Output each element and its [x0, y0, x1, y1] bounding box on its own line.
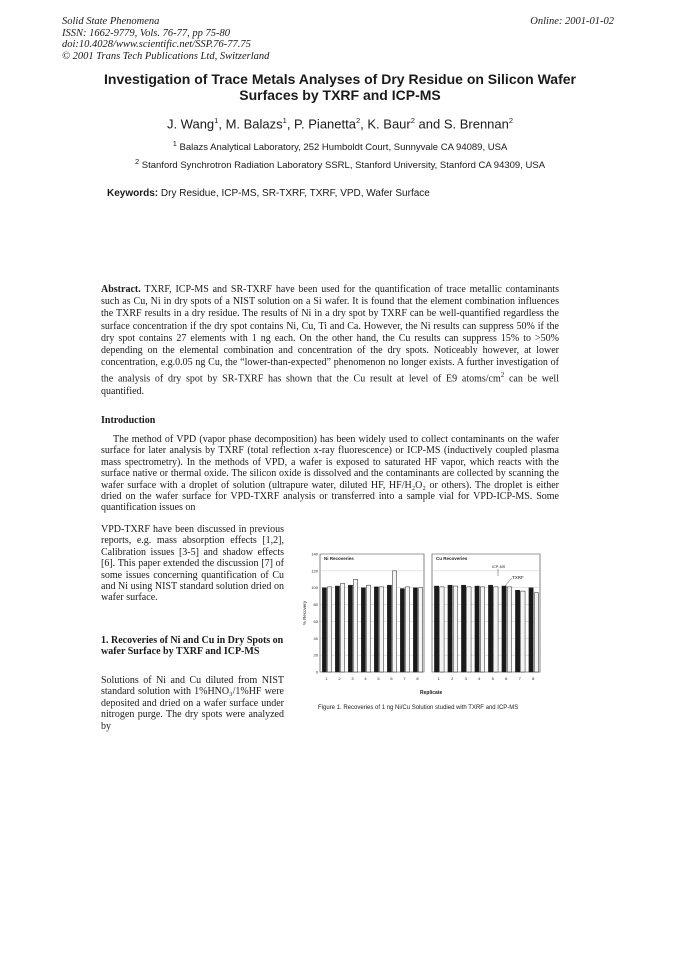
section-heading-1: 1. Recoveries of Ni and Cu in Dry Spots on wafer Surface by TXRF and ICP-MS — [101, 635, 284, 658]
keywords: Keywords: Dry Residue, ICP-MS, SR-TXRF, TXRF, VPD, Wafer Surface — [107, 188, 430, 199]
y-tick-label: 80 — [313, 602, 318, 608]
txrf-bar — [448, 585, 452, 672]
y-tick-label: 100 — [311, 585, 318, 591]
abstract: Abstract. TXRF, ICP-MS and SR-TXRF have been used for the quantification of trace metallic contaminants such as Cu, Ni in dry spots of a NIST solution on a Si wafer. It is found that the element combination influences the TXRF results in a dry residue. The results of Ni in a dry spot by TXRF can be well-quantified regardless the surface concentration if the dry spot contains Ni, Cu, Ti and Ca. However, the Ni results can suppress 50% if the dry spot contains 27 elements with 1 ng each. On the other hand, the Cu results can suppress 15% to >50% depending on the elemental combination and concentration of the dry spots. Noticeably however, at lower concentration, e.g.0.05 ng Cu, the “lower-than-expected” phenomenon no longer exists. A further investigation of the analysis of dry spot by SR-TXRF has shown that the Cu result at level of E9 atoms/$cm^2$ can be well quantified. — [101, 284, 559, 397]
journal-header — [62, 16, 269, 62]
intro-paragraph-continued: VPD-TXRF have been discussed in previous reports, e.g. mass absorption effects [1,2], Calibration issues [3-5] and shadow effects [6]. This paper extended the discussion [7] of some issues concerning quantification of Cu and Ni using NIST standard solution dried on wafer surface. — [101, 524, 284, 604]
recoveries-chart — [298, 544, 556, 694]
x-tick-label: 4 — [478, 676, 481, 681]
x-tick-label: 7 — [403, 676, 406, 681]
online-date: Online: 2001-01-02 — [530, 16, 614, 27]
txrf-bar — [434, 586, 438, 672]
author: S. Brennan — [443, 116, 509, 132]
icpms-bar — [393, 571, 397, 672]
txrf-bar — [361, 588, 365, 672]
icpms-bar — [521, 591, 525, 672]
txrf-bar — [348, 585, 352, 672]
x-tick-label: 2 — [451, 676, 454, 681]
y-tick-label: 40 — [313, 635, 318, 641]
journal-name: Solid State Phenomena — [62, 16, 160, 27]
icpms-bar — [507, 587, 511, 672]
txrf-bar — [374, 587, 378, 672]
icpms-bar — [406, 587, 410, 672]
icpms-bar — [328, 587, 332, 672]
annotation-txrf: TXRF — [512, 575, 524, 580]
affiliation-2: $^2$ Stanford Synchrotron Radiation Laboratory SSRL, Stanford University, Stanford CA 94309, USA — [134, 157, 546, 172]
x-tick-label: 3 — [351, 676, 354, 681]
txrf-bar — [335, 586, 339, 672]
y-axis-label: % Recovery — [302, 600, 307, 626]
author: M. Balazs — [225, 116, 283, 132]
affiliation-1: $^1$ Balazs Analytical Laboratory, 252 Humboldt Court, Sunnyvale CA 94089, USA — [172, 139, 508, 154]
txrf-bar — [461, 585, 465, 672]
icpms-bar — [380, 587, 384, 672]
y-tick-label: 120 — [311, 568, 318, 574]
x-tick-label: 3 — [464, 676, 467, 681]
txrf-bar — [322, 588, 326, 672]
author: K. Baur — [367, 116, 411, 132]
icpms-bar — [354, 579, 358, 672]
icpms-bar — [467, 587, 471, 672]
icpms-bar — [367, 585, 371, 672]
section-heading-introduction: Introduction — [101, 415, 156, 426]
x-tick-label: 6 — [390, 676, 393, 681]
txrf-bar — [488, 585, 492, 672]
icpms-bar — [440, 587, 444, 672]
icpms-bar — [341, 584, 345, 673]
paper-title: Investigation of Trace Metals Analyses of Dry Residue on Silicon Wafer Surfaces by TXRF and ICP-MS — [104, 71, 576, 103]
txrf-bar — [502, 586, 506, 672]
x-tick-label: 2 — [338, 676, 341, 681]
annotation-icpms: ICP-MS — [492, 565, 506, 569]
icpms-bar — [494, 587, 498, 672]
icpms-bar — [534, 593, 538, 672]
icpms-bar — [480, 587, 484, 672]
figure-caption: Figure 1. Recoveries of 1 ng Ni/Cu Solution studied with TXRF and ICP-MS — [318, 705, 519, 711]
txrf-bar — [387, 585, 391, 672]
copyright-line: © 2001 Trans Tech Publications Ltd, Switzerland — [62, 50, 270, 62]
x-tick-label: 4 — [364, 676, 367, 681]
figure-x-axis-label: Replicate — [420, 690, 443, 696]
section1-paragraph: Solutions of Ni and Cu diluted from NIST standard solution with 1%HNO₃/1%HF were deposited and dried on a wafer surface under nitrogen purge. The dry spots were analyzed by — [101, 675, 284, 732]
y-tick-label: 0 — [315, 669, 318, 675]
y-tick-label: 140 — [311, 551, 318, 557]
txrf-bar — [400, 589, 404, 672]
txrf-bar — [515, 590, 519, 672]
x-tick-label: 7 — [518, 676, 521, 681]
x-tick-label: 5 — [491, 676, 494, 681]
doi-line: doi:10.4028/www.scientific.net/SSP.76-77.75 — [62, 39, 251, 50]
txrf-bar — [475, 586, 479, 672]
x-tick-label: 8 — [416, 676, 419, 681]
x-tick-label: 1 — [325, 676, 328, 681]
x-tick-label: 8 — [532, 676, 535, 681]
y-tick-label: 60 — [313, 618, 318, 624]
icpms-bar — [419, 588, 423, 672]
y-tick-label: 20 — [313, 652, 318, 658]
chart-title: Cu Recoveries — [436, 556, 468, 561]
intro-paragraph: The method of VPD (vapor phase decomposition) has been widely used to collect contaminants on the wafer surface for later analysis by TXRF (total reflection x-ray fluorescence) or ICP-MS (inductively coupled plasma mass spectrometry). In the methods of VPD, a wafer is exposed to saturated HF vapor, which reacts with the surface native or thermal oxide. The silicon oxide is dissolved and the contaminants are collected by scanning the wafer surface with a droplet of solution (ultrapure water, diluted HF, HF/H₂O₂ or others). The droplet is either dried on the wafer surface for VPD-TXRF analysis or transferred into a sample vial for VPD-ICP-MS. Some quantification issues on — [101, 434, 559, 514]
issn-line: ISSN: 1662-9779, Vols. 76-77, pp 75-80 — [62, 27, 230, 39]
chart-title: Ni Recoveries — [324, 556, 354, 561]
txrf-bar — [413, 588, 417, 672]
author-list: J. Wang$^1$, M. Balazs$^1$, P. Pianetta$^2$, K. Baur$^2$ and S. Brennan$^2$ — [166, 116, 514, 132]
x-tick-label: 6 — [505, 676, 508, 681]
x-tick-label: 1 — [437, 676, 440, 681]
x-tick-label: 5 — [377, 676, 380, 681]
icpms-bar — [453, 586, 457, 672]
author: J. Wang — [166, 116, 215, 132]
txrf-bar — [529, 588, 533, 672]
author: P. Pianetta — [294, 116, 356, 132]
